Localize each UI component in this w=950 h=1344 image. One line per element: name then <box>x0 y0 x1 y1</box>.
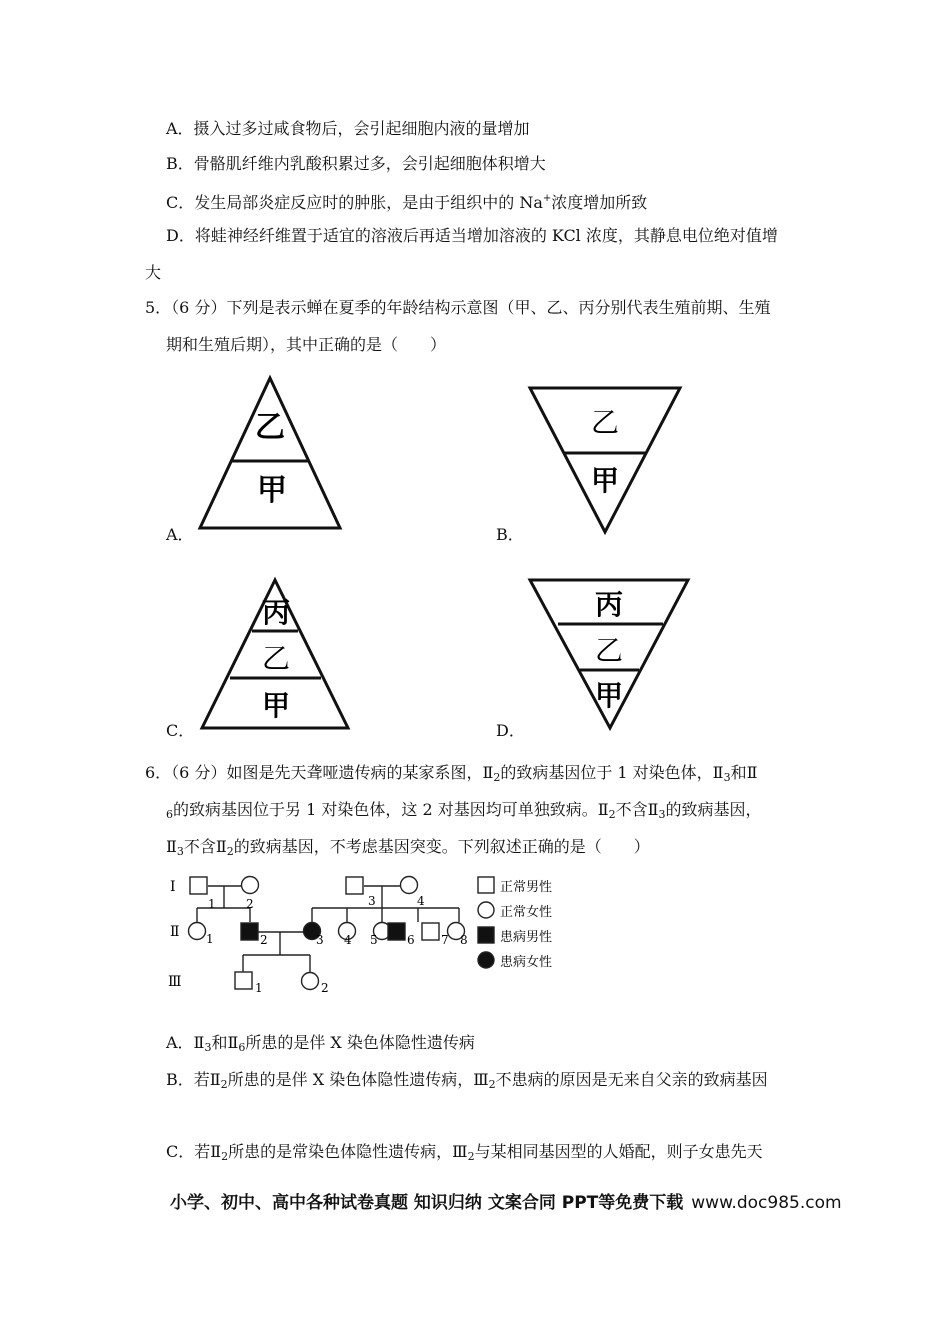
num-II-3: 3 <box>316 933 324 947</box>
num-I-4: 4 <box>417 894 425 908</box>
q4-option-c: C．发生局部炎症反应时的肿胀，是由于组织中的 Na+浓度增加所致 <box>166 193 648 212</box>
q6-stem-line3: $Ⅱ_3$不含$Ⅱ_2$的致病基因，不考虑基因突变。下列叙述正确的是（ ） <box>166 837 650 858</box>
figure-d-label-yi: 乙 <box>594 634 624 667</box>
q5-option-a: A． <box>166 525 194 544</box>
individual-III-1 <box>235 972 252 989</box>
q6-option-a: A．$Ⅱ_3$和$Ⅱ_6$所患的是伴 X 染色体隐性遗传病 <box>166 1033 475 1054</box>
figure-c-label-bing: 丙 <box>261 596 291 629</box>
footer-banner <box>170 1188 842 1213</box>
figure-a-label-jia: 甲 <box>257 473 287 508</box>
num-III-1: 1 <box>255 981 263 995</box>
individual-II-2 <box>241 923 258 940</box>
figure-c-label-yi: 乙 <box>261 642 291 675</box>
figure-b-label-yi: 乙 <box>590 406 620 439</box>
individual-I-1 <box>190 877 207 894</box>
q4-option-a: A．摄入过多过咸食物后，会引起细胞内液的量增加 <box>166 119 530 138</box>
figure-a-label-yi: 乙 <box>255 410 285 445</box>
q6-option-c: C．若$Ⅱ_2$所患的是常染色体隐性遗传病，$Ⅲ_2$与某相同基因型的人婚配，则子女患先天 <box>166 1142 763 1163</box>
generation-label-I: Ⅰ <box>170 879 176 895</box>
q5-option-c: C． <box>166 721 195 740</box>
individual-II-6 <box>388 923 405 940</box>
q5-stem-line1: 5．（6 分）下列是表示蝉在夏季的年龄结构示意图（甲、乙、丙分别代表生殖前期、生殖 <box>145 298 771 317</box>
pedigree-chart <box>160 868 580 1000</box>
individual-III-2 <box>302 973 319 990</box>
num-II-7: 7 <box>441 933 449 947</box>
legend-affected-female: 患病女性 <box>500 955 553 970</box>
num-II-8: 8 <box>460 933 468 947</box>
individual-I-2 <box>242 877 259 894</box>
individual-I-4 <box>401 877 418 894</box>
generation-label-III: Ⅲ <box>168 974 182 990</box>
figure-c-label-jia: 甲 <box>261 689 291 722</box>
q6-stem-line1: 6．（6 分）如图是先天聋哑遗传病的某家系图，$Ⅱ_2$的致病基因位于 1 对染色体，$Ⅱ_3$和Ⅱ <box>145 763 758 784</box>
num-II-4: 4 <box>344 933 352 947</box>
num-II-1: 1 <box>206 932 214 946</box>
figure-b-label-jia: 甲 <box>590 464 620 497</box>
q5-stem-line2: 期和生殖后期），其中正确的是（ ） <box>166 335 447 354</box>
legend-affected-male: 患病男性 <box>500 930 553 945</box>
q4-option-d: D．将蛙神经纤维置于适宜的溶液后再适当增加溶液的 KCl 浓度，其静息电位绝对值增 <box>166 226 778 245</box>
num-II-5: 5 <box>370 933 378 947</box>
q6-stem-line2: $_6$的致病基因位于另 1 对染色体，这 2 对基因均可单独致病。$Ⅱ_2$不含$Ⅱ_3$的致病基因， <box>166 800 762 821</box>
legend-normal-female-symbol <box>478 902 494 918</box>
q6-option-b: B．若$Ⅱ_2$所患的是伴 X 染色体隐性遗传病，$Ⅲ_2$不患病的原因是无来自父亲的致病基因 <box>166 1070 768 1091</box>
footer-link[interactable]: www.doc985.com <box>691 1193 842 1213</box>
individual-II-7 <box>422 923 439 940</box>
q4-option-b: B．骨骼肌纤维内乳酸积累过多，会引起细胞体积增大 <box>166 154 546 173</box>
footer-text: 小学、初中、高中各种试卷真题 知识归纳 文案合同 PPT等免费下载 <box>170 1193 684 1213</box>
q5-option-d: D． <box>496 721 525 740</box>
legend-normal-female: 正常女性 <box>500 905 553 920</box>
q5-figures <box>0 360 950 750</box>
num-I-1: 1 <box>208 897 216 911</box>
legend-normal-male: 正常男性 <box>500 880 553 895</box>
individual-I-3 <box>346 877 363 894</box>
num-II-6: 6 <box>407 933 415 947</box>
legend-affected-female-symbol <box>478 952 494 968</box>
individual-II-1 <box>189 923 206 940</box>
legend-affected-male-symbol <box>478 927 494 943</box>
generation-label-II: Ⅱ <box>170 924 180 940</box>
num-I-3: 3 <box>368 894 376 908</box>
num-II-2: 2 <box>260 933 268 947</box>
q5-option-b: B． <box>496 525 524 544</box>
figure-d-label-bing: 丙 <box>594 588 624 621</box>
num-III-2: 2 <box>321 981 329 995</box>
figure-d-label-jia: 甲 <box>594 679 624 712</box>
num-I-2: 2 <box>246 897 254 911</box>
legend-normal-male-symbol <box>478 877 494 893</box>
q4-option-d-cont: 大 <box>145 263 162 282</box>
